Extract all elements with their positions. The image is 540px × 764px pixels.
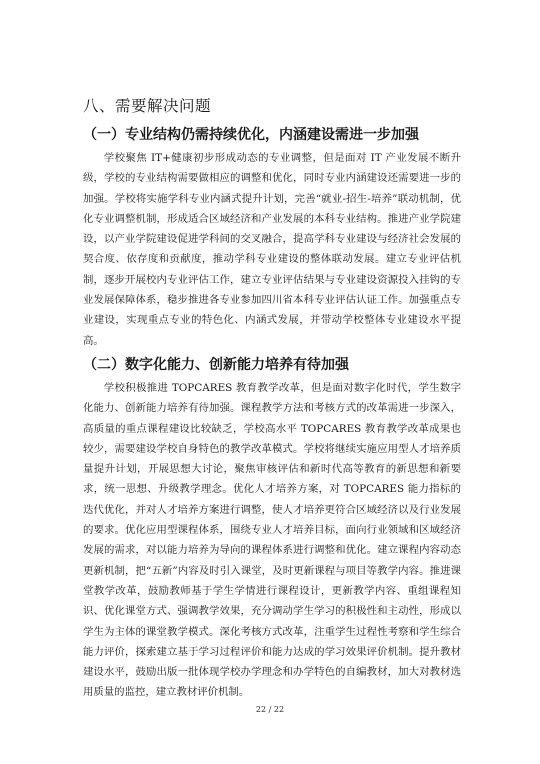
subsection-paragraph-1: 学校聚焦 IT+健康初步形成动态的专业调整，但是面对 IT 产业发展不断升级，学校的专业结构需要做相应的调整和优化，同时专业内涵建设还需要进一步的加强。学校将实施学科专业内涵式提升计划，完善“就业-招生-培养”联动机制，优化专业调整机制，形成适合区域经济和产业发展的本科专业结构。推进产业学院建设，以产业学院建设促进学科间的交叉融合，提高学科专业建设与经济社会发展的契合度、依存度和贡献度，推动学科专业建设的整体联动发展。建立专业评估机制，逐步开展校内专业评估工作，建立专业评估结果与专业建设资源投入挂钩的专业发展保障体系，稳步推进各专业参加四川省本科专业评估认证工作。加强重点专业建设，实现重点专业的特色化、内涵式发展，并带动学校整体专业建设水平提高。 xyxy=(83,152,461,347)
page-number: 22 / 22 xyxy=(255,705,285,714)
page-content xyxy=(83,95,461,707)
section-title: 八、需要解决问题 xyxy=(83,97,212,115)
subsection-heading-2: （二）数字化能力、创新能力培养有待加强 xyxy=(83,356,349,373)
subsection-paragraph-2: 学校积极推进 TOPCARES 教育教学改革，但是面对数字化时代，学生数字化能力、创新能力培养有待加强。课程教学方法和考核方式的改革需进一步深入，高质量的重点课程建设比较缺乏，学校高水平 TOPCARES 教育教学改革成果也较少，需要建设学校自身特色的教学改革模式。学校将继续实施应用型人才培养质量提升计划，开展思想大讨论，聚焦审核评估和新时代高等教育的新思想和新要求，统一思想、升级教学理念。优化人才培养方案，对 TOPCARES 能力指标的迭代优化，并对人才培养方案进行调整，使人才培养更符合区域经济以及行业发展的要求。优化应用型课程体系，围绕专业人才培养目标，面向行业领域和区域经济发展的需求，对以能力培养为导向的课程体系进行调整和优化。建立课程内容动态更新机制，把“五新”内容及时引入课堂，及时更新课程与项目等教学内容。推进课堂教学改革，鼓励教师基于学生学情进行课程设计，更新教学内容、重组课程知识、优化课堂方式、强调教学效果，充分调动学生学习的积极性和主动性，形成以学生为主体的课堂教学模式。深化考核方式改革，注重学生过程性考察和学生综合能力评价，探索建立基于学习过程评价和能力达成的学习效果评价机制。提升教材建设水平，鼓励出版一批体现学校办学理念和办学特色的自编教材，加大对教材选用质量的监控，建立教材评价机制。 xyxy=(83,381,461,699)
subsection-heading-1: （一）专业结构仍需持续优化，内涵建设需进一步加强 xyxy=(83,127,419,143)
